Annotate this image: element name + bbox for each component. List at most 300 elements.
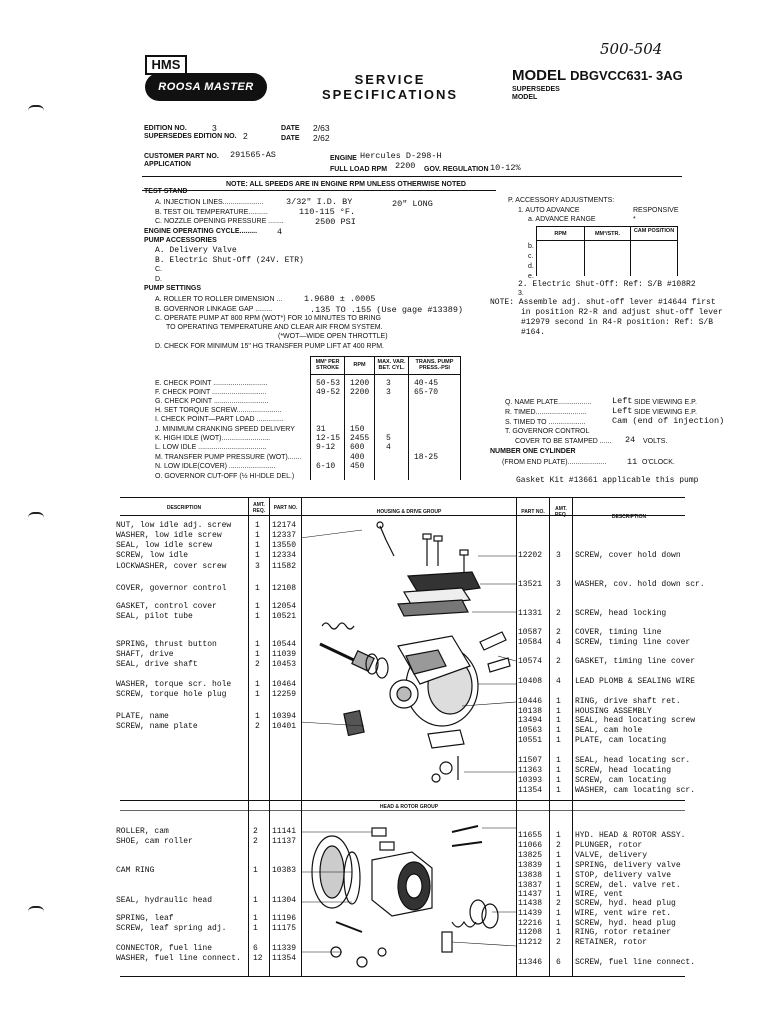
col-header-mm: MM³ PER STROKE [315, 359, 340, 371]
part-description: SCREW, torque hole plug [116, 690, 227, 699]
name-plate-label: Q. NAME PLATE................. [505, 399, 592, 406]
timed-value: Left [612, 406, 633, 416]
checkpoint-mm: 12-15 [316, 434, 341, 443]
part-description: SEAL, head locating screw [575, 716, 696, 725]
part-quantity: 1 [255, 690, 260, 699]
part-description: SCREW, cam locating [575, 776, 667, 785]
table-rule [120, 800, 685, 801]
part-description: SEAL, cam hole [575, 726, 643, 735]
adv-col-rpm: RPM [554, 231, 567, 237]
part-description: WIRE, vent wire ret. [575, 909, 672, 918]
part-description: SCREW, del. valve ret. [575, 881, 681, 890]
part-number: 11175 [272, 924, 297, 933]
part-description: WASHER, cam locating scr. [575, 786, 696, 795]
part-number: 10401 [272, 722, 297, 731]
engine-value: Hercules D-298-H [360, 151, 442, 161]
note-line-3: #12979 second in R4-R position: Ref: S/B [521, 318, 714, 327]
pump-accessories-heading: PUMP ACCESSORIES [144, 237, 217, 244]
part-description: VALVE, delivery [575, 851, 648, 860]
accessory-d: D. [155, 276, 162, 283]
operate-pump-line2: TO OPERATING TEMPERATURE AND CLEAR AIR FROM SYSTEM. [166, 324, 383, 331]
part-number: 12259 [272, 690, 297, 699]
part-number: 12054 [272, 602, 297, 611]
part-quantity: 1 [255, 612, 260, 621]
part-description: PLATE, name [116, 712, 169, 721]
table-rule [536, 226, 678, 227]
test-oil-value: 110-115 °F. [299, 207, 356, 217]
part-number: 11331 [518, 609, 543, 618]
part-number: 10383 [272, 866, 297, 875]
part-description: HOUSING ASSEMBLY [575, 707, 652, 716]
housing-drive-exploded-view [302, 516, 516, 800]
head-rotor-group-heading: HEAD & ROTOR GROUP [379, 804, 439, 810]
part-description: HYD. HEAD & ROTOR ASSY. [575, 831, 686, 840]
number-one-cyl-tail: O'CLOCK. [642, 459, 675, 466]
col-header-rpm: RPM [353, 362, 366, 368]
date-value: 2/63 [313, 123, 330, 133]
part-number: 11141 [272, 827, 297, 836]
part-number: 10544 [272, 640, 297, 649]
injection-lines-value: 3/32" I.D. BY [286, 197, 353, 207]
part-quantity: 1 [556, 726, 561, 735]
part-number: 10393 [518, 776, 543, 785]
part-description: SPRING, delivery valve [575, 861, 681, 870]
timed-tail: SIDE VIEWING E.P. [634, 409, 697, 416]
part-description: SHOE, cam roller [116, 837, 193, 846]
part-quantity: 1 [255, 680, 260, 689]
col-header-psi: TRANS. PUMP PRESS.-PSI [415, 359, 454, 371]
part-quantity: 1 [556, 909, 561, 918]
part-quantity: 1 [556, 890, 561, 899]
part-number: 11137 [272, 837, 297, 846]
note-line-1: NOTE: Assemble adj. shut-off lever #14644 first [490, 298, 716, 307]
part-quantity: 1 [255, 650, 260, 659]
from-end-plate-label: (FROM END PLATE).................... [502, 459, 607, 466]
part-number: 11304 [272, 896, 297, 905]
advance-range-star: * [633, 216, 636, 223]
checkpoint-psi: 18-25 [414, 453, 439, 462]
checkpoint-mm: 49-52 [316, 388, 341, 397]
table-rule [516, 497, 517, 976]
adv-row-d: d. [528, 263, 534, 270]
test-oil-label: B. TEST OIL TEMPERATURE.......... [155, 209, 268, 216]
adv-row-b: b. [528, 243, 534, 250]
injection-lines-length: 20" LONG [392, 199, 433, 209]
roosa-master-logo: ROOSA MASTER [145, 73, 267, 101]
part-quantity: 1 [255, 602, 260, 611]
table-rule [408, 356, 409, 480]
timed-to-value: Cam (end of injection) [612, 416, 725, 426]
part-quantity: 1 [556, 871, 561, 880]
checkpoint-label: M. TRANSFER PUMP PRESSURE (WOT)....... [155, 454, 302, 461]
part-quantity: 2 [255, 722, 260, 731]
number-one-cyl-label: NUMBER ONE CYLINDER [490, 448, 576, 455]
part-number: 11655 [518, 831, 543, 840]
checkpoint-mm: 6-10 [316, 462, 336, 471]
table-rule [677, 226, 678, 276]
part-number: 11354 [272, 954, 297, 963]
name-plate-tail: SIDE VIEWING E.P. [634, 399, 697, 406]
pump-settings-heading: PUMP SETTINGS [144, 285, 202, 292]
cover-stamped-value: 24 [625, 435, 636, 445]
part-description: PLATE, cam locating [575, 736, 667, 745]
operate-pump-line3: (*WOT—WIDE OPEN THROTTLE) [278, 333, 388, 340]
engine-cycle-value: 4 [277, 227, 283, 237]
part-number: 12202 [518, 551, 543, 560]
part-number: 11507 [518, 756, 543, 765]
linkage-gap-label: B. GOVERNOR LINKAGE GAP ......... [155, 306, 273, 313]
gasket-kit-note: Gasket Kit #13661 applicable this pump [516, 476, 699, 485]
table-rule [120, 497, 685, 498]
binder-mark [28, 105, 44, 111]
part-quantity: 1 [556, 736, 561, 745]
part-description: COVER, governor control [116, 584, 227, 593]
checkpoint-label: O. GOVERNOR CUT-OFF (½ HI-IDLE DEL.) [155, 473, 295, 480]
part-description: CAM RING [116, 866, 155, 875]
table-rule [310, 374, 460, 375]
divider [142, 176, 682, 177]
part-description: SCREW, timing line cover [575, 638, 691, 647]
part-number: 13838 [518, 871, 543, 880]
part-quantity: 6 [556, 958, 561, 967]
edition-label: EDITION NO. [144, 125, 187, 132]
checkpoint-rpm: 450 [350, 462, 365, 471]
part-description: SEAL, head locating scr. [575, 756, 691, 765]
part-number: 10551 [518, 736, 543, 745]
model-prefix: MODEL [512, 67, 566, 84]
operate-pump-line1: C. OPERATE PUMP AT 800 RPM (WOT*) FOR 10 MINUTES TO BRING [155, 315, 381, 322]
part-number: 13839 [518, 861, 543, 870]
part-number: 13494 [518, 716, 543, 725]
part-number: 10138 [518, 707, 543, 716]
housing-drive-group-heading: HOUSING & DRIVE GROUP [376, 509, 442, 515]
table-rule [310, 356, 460, 357]
part-description: SEAL, hydraulic head [116, 896, 213, 905]
col-part-left: PART NO. [273, 505, 298, 511]
part-quantity: 2 [253, 827, 258, 836]
part-quantity: 1 [556, 716, 561, 725]
accessory-a: A. Delivery Valve [155, 246, 237, 255]
part-quantity: 2 [253, 837, 258, 846]
part-quantity: 1 [255, 521, 260, 530]
checkpoint-label: E. CHECK POINT ............................ [155, 380, 268, 387]
checkpoint-rpm: 1200 [350, 379, 370, 388]
part-quantity: 1 [556, 756, 561, 765]
table-rule [248, 497, 249, 976]
part-number: 11039 [272, 650, 297, 659]
customer-part-value: 291565-AS [230, 150, 276, 160]
part-number: 11212 [518, 938, 543, 947]
part-quantity: 2 [556, 841, 561, 850]
engine-cycle-label: ENGINE OPERATING CYCLE......... [144, 228, 258, 235]
part-quantity: 1 [255, 531, 260, 540]
supersedes-model-label: SUPERSEDES MODEL [512, 86, 560, 101]
col-amt-left: AMT. REQ. [252, 502, 266, 514]
part-number: 11363 [518, 766, 543, 775]
col-part-right: PART NO. [521, 509, 545, 515]
checkpoint-psi: 65-70 [414, 388, 439, 397]
edition-value: 3 [212, 123, 217, 133]
full-load-value: 2200 [395, 161, 416, 171]
accessory-b: B. Electric Shut-Off (24V. ETR) [155, 256, 304, 265]
part-number: 13825 [518, 851, 543, 860]
roller-dimension-value: 1.9680 ± .0005 [304, 294, 376, 304]
checkpoint-rpm: 150 [350, 425, 365, 434]
part-description: SEAL, low idle screw [116, 541, 213, 550]
part-quantity: 1 [556, 851, 561, 860]
part-description: SEAL, drive shaft [116, 660, 198, 669]
part-number: 10453 [272, 660, 297, 669]
part-quantity: 1 [556, 881, 561, 890]
part-number: 11437 [518, 890, 543, 899]
part-description: CONNECTOR, fuel line [116, 944, 213, 953]
col-description-right: DESCRIPTION [611, 514, 647, 520]
part-number: 11339 [272, 944, 297, 953]
part-description: SCREW, name plate [116, 722, 198, 731]
part-description: SCREW, hyd. head plug [575, 919, 676, 928]
part-quantity: 3 [556, 580, 561, 589]
name-plate-value: Left [612, 396, 633, 406]
part-number: 10563 [518, 726, 543, 735]
hms-logo: HMS [145, 55, 187, 75]
table-rule [549, 497, 550, 976]
part-description: SCREW, fuel line connect. [575, 958, 696, 967]
part-number: 11439 [518, 909, 543, 918]
checkpoint-label: L. LOW IDLE ................................... [155, 444, 267, 451]
checkpoint-var: 3 [386, 388, 391, 397]
checkpoint-rpm: 600 [350, 443, 365, 452]
checkpoint-psi: 40-45 [414, 379, 439, 388]
checkpoint-label: J. MINIMUM CRANKING SPEED DELIVERY [155, 426, 295, 433]
application-label: APPLICATION [144, 161, 191, 168]
part-number: 13550 [272, 541, 297, 550]
part-description: RING, drive shaft ret. [575, 697, 681, 706]
part-quantity: 1 [556, 766, 561, 775]
part-quantity: 2 [556, 938, 561, 947]
part-description: WIRE, vent [575, 890, 624, 899]
part-quantity: 1 [556, 776, 561, 785]
part-quantity: 2 [556, 657, 561, 666]
part-description: SCREW, hyd. head plug [575, 899, 676, 908]
part-quantity: 4 [556, 677, 561, 686]
part-quantity: 1 [556, 928, 561, 937]
part-quantity: 1 [556, 697, 561, 706]
part-number: 10584 [518, 638, 543, 647]
note-line-4: #164. [521, 328, 546, 337]
binder-mark [28, 512, 44, 518]
handwritten-model-ref: 500-504 [600, 40, 663, 58]
part-number: 10394 [272, 712, 297, 721]
part-number: 10408 [518, 677, 543, 686]
part-description: SCREW, head locking [575, 609, 667, 618]
electric-shutoff-ref: 2. Electric Shut-Off: Ref: S/B #108R2 [518, 280, 696, 289]
adv-row-c: c. [528, 253, 534, 260]
checkpoint-label: F. CHECK POINT ............................ [155, 389, 267, 396]
date-label: DATE [281, 125, 300, 132]
part-description: SPRING, thrust button [116, 640, 217, 649]
part-quantity: 1 [253, 866, 258, 875]
accessory-item-3: 3. [518, 290, 524, 297]
timed-to-label: S. TIMED TO ................... [505, 419, 586, 426]
model-number [512, 67, 683, 84]
part-quantity: 12 [253, 954, 263, 963]
checkpoint-label: H. SET TORQUE SCREW....................... [155, 407, 282, 414]
part-number: 13837 [518, 881, 543, 890]
part-number: 12337 [272, 531, 297, 540]
part-quantity: 3 [255, 562, 260, 571]
supersedes-edition-label: SUPERSEDES EDITION NO. [144, 133, 237, 140]
part-description: SPRING, leaf [116, 914, 174, 923]
part-description: SCREW, head locating [575, 766, 672, 775]
part-description: LOCKWASHER, cover screw [116, 562, 227, 571]
part-number: 11354 [518, 786, 543, 795]
part-number: 11066 [518, 841, 543, 850]
checkpoint-label: N. LOW IDLE(COVER) ........................ [155, 463, 276, 470]
table-rule [374, 356, 375, 480]
part-quantity: 3 [556, 551, 561, 560]
nozzle-pressure-label: C. NOZZLE OPENING PRESSURE ........ [155, 218, 284, 225]
part-description: RING, rotor retainer [575, 928, 672, 937]
checkpoint-label: I. CHECK POINT—PART LOAD .............. [155, 416, 284, 423]
part-quantity: 2 [556, 899, 561, 908]
part-description: WASHER, torque scr. hole [116, 680, 232, 689]
checkpoint-var: 3 [386, 379, 391, 388]
transfer-lift-check: D. CHECK FOR MINIMUM 15" HG TRANSFER PUMP LIFT AT 400 RPM. [155, 343, 384, 350]
part-number: 12174 [272, 521, 297, 530]
part-description: GASKET, timing line cover [575, 657, 696, 666]
page-title [300, 72, 480, 102]
part-description: SEAL, pilot tube [116, 612, 193, 621]
accessory-adj-heading: P. ACCESSORY ADJUSTMENTS: [508, 197, 615, 204]
part-quantity: 1 [255, 541, 260, 550]
checkpoint-var: 5 [386, 434, 391, 443]
roller-dimension-label: A. ROLLER TO ROLLER DIMENSION ... [155, 296, 283, 303]
auto-advance-label: 1. AUTO ADVANCE [518, 207, 580, 214]
part-quantity: 2 [255, 660, 260, 669]
part-number: 11582 [272, 562, 297, 571]
part-quantity: 1 [556, 786, 561, 795]
nozzle-pressure-value: 2500 PSI [315, 217, 356, 227]
accessory-c: C. [155, 266, 162, 273]
part-number: 12108 [272, 584, 297, 593]
part-quantity: 2 [556, 628, 561, 637]
part-description: GASKET, control cover [116, 602, 217, 611]
part-quantity: 1 [556, 861, 561, 870]
table-rule [344, 356, 345, 480]
checkpoint-mm: 50-53 [316, 379, 341, 388]
number-one-cyl-value: 11 [627, 457, 638, 467]
title-line-2: SPECIFICATIONS [321, 87, 459, 102]
test-stand-heading: TEST STAND [144, 188, 188, 195]
gov-regulation-value: 10-12% [490, 163, 521, 173]
checkpoint-rpm: 2455 [350, 434, 370, 443]
engine-label: ENGINE [330, 155, 357, 162]
part-number: 11438 [518, 899, 543, 908]
part-number: 10574 [518, 657, 543, 666]
adv-col-mm: MM³/STR. [594, 231, 621, 237]
part-quantity: 1 [255, 551, 260, 560]
model-value: DBGVCC631- 3AG [570, 68, 683, 83]
part-number: 13521 [518, 580, 543, 589]
customer-part-label: CUSTOMER PART NO. [144, 153, 219, 160]
checkpoint-mm: 9-12 [316, 443, 336, 452]
part-quantity: 1 [255, 640, 260, 649]
timed-label: R. TIMED.......................... [505, 409, 587, 416]
part-description: STOP, delivery valve [575, 871, 672, 880]
checkpoint-label: G. CHECK POINT ............................ [155, 398, 269, 405]
part-description: SHAFT, drive [116, 650, 174, 659]
date2-value: 2/62 [313, 133, 330, 143]
checkpoint-rpm: 2200 [350, 388, 370, 397]
adv-row-e: e. [528, 273, 534, 280]
part-description: NUT, low idle adj. screw [116, 521, 232, 530]
linkage-gap-value: .135 TO .155 (Use gage #13389) [310, 305, 464, 315]
cover-stamped-label: COVER TO BE STAMPED ...... [515, 438, 612, 445]
table-rule [310, 356, 311, 480]
part-number: 11208 [518, 928, 543, 937]
part-quantity: 1 [255, 584, 260, 593]
part-quantity: 1 [556, 707, 561, 716]
part-description: ROLLER, cam [116, 827, 169, 836]
auto-advance-value: RESPONSIVE [633, 207, 679, 214]
part-description: WASHER, fuel line connect. [116, 954, 241, 963]
checkpoint-rpm: 400 [350, 453, 365, 462]
cover-stamped-tail: VOLTS. [643, 438, 668, 445]
part-quantity: 1 [556, 831, 561, 840]
part-quantity: 1 [255, 712, 260, 721]
supersedes-edition-value: 2 [243, 131, 248, 141]
part-description: COVER, timing line [575, 628, 662, 637]
part-quantity: 1 [253, 896, 258, 905]
part-number: 12216 [518, 919, 543, 928]
table-rule [120, 810, 685, 811]
part-description: SCREW, cover hold down [575, 551, 681, 560]
part-number: 11346 [518, 958, 543, 967]
part-number: 10446 [518, 697, 543, 706]
checkpoint-var: 4 [386, 443, 391, 452]
checkpoint-mm: 31 [316, 425, 326, 434]
binder-mark [28, 906, 44, 912]
table-rule [120, 976, 685, 977]
part-number: 10464 [272, 680, 297, 689]
part-description: SCREW, leaf spring adj. [116, 924, 227, 933]
gov-regulation-label: GOV. REGULATION [424, 166, 489, 173]
part-description: SCREW, low idle [116, 551, 189, 560]
table-rule [460, 356, 461, 480]
part-quantity: 1 [556, 919, 561, 928]
part-description: WASHER, cov. hold down scr. [575, 580, 705, 589]
table-rule [536, 240, 678, 241]
title-line-1: SERVICE [354, 72, 426, 87]
speeds-note: NOTE: ALL SPEEDS ARE IN ENGINE RPM UNLESS OTHERWISE NOTED [226, 181, 466, 188]
part-description: PLUNGER, rotor [575, 841, 643, 850]
head-rotor-exploded-view [302, 812, 516, 976]
date2-label: DATE [281, 135, 300, 142]
part-quantity: 1 [253, 914, 258, 923]
part-quantity: 6 [253, 944, 258, 953]
part-description: WASHER, low idle screw [116, 531, 222, 540]
part-quantity: 4 [556, 638, 561, 647]
full-load-label: FULL LOAD RPM [330, 166, 388, 173]
part-number: 10521 [272, 612, 297, 621]
advance-range-label: a. ADVANCE RANGE [528, 216, 596, 223]
part-number: 12334 [272, 551, 297, 560]
col-description-left: DESCRIPTION [166, 505, 202, 511]
table-rule [572, 497, 573, 976]
part-description: LEAD PLOMB & SEALING WIRE [575, 677, 696, 686]
col-header-var: MAX. VAR. BET. CYL. [377, 359, 406, 371]
divider [142, 190, 496, 191]
